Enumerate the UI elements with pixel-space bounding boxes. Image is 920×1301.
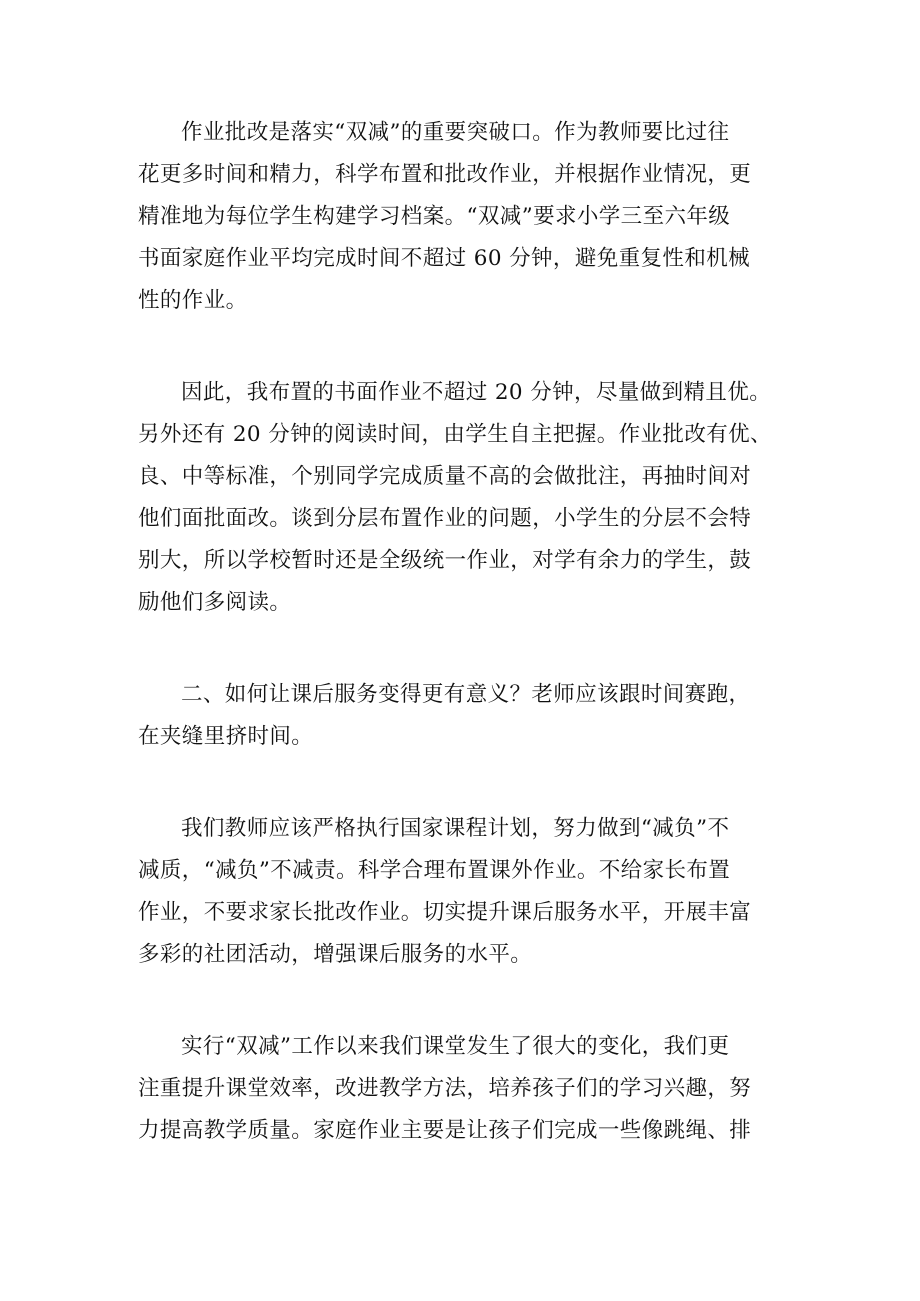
text-line: 多彩的社团活动，增强课后服务的水平。 <box>138 942 533 967</box>
text-line: 他们面批面改。谈到分层布置作业的问题，小学生的分层不会特 <box>138 506 752 531</box>
text-line: 注重提升课堂效率，改进教学方法，培养孩子们的学习兴趣，努 <box>138 1076 752 1101</box>
text-line: 在夹缝里挤时间。 <box>138 724 314 749</box>
section-heading-after-school-service <box>138 674 798 758</box>
paragraph-homework-time <box>138 372 798 624</box>
text-line: 二、如何让课后服务变得更有意义？老师应该跟时间赛跑， <box>181 682 751 707</box>
paragraph-homework-correction <box>138 112 798 322</box>
text-line: 减质，“减负”不减责。科学合理布置课外作业。不给家长布置 <box>138 858 731 883</box>
text-line: 力提高教学质量。家庭作业主要是让孩子们完成一些像跳绳、排 <box>138 1118 752 1143</box>
text-line: 书面家庭作业平均完成时间不超过 60 分钟，避免重复性和机械 <box>138 246 751 271</box>
text-line: 别大，所以学校暂时还是全级统一作业，对学有余力的学生，鼓 <box>138 548 752 573</box>
text-line: 另外还有 20 分钟的阅读时间，由学生自主把握。作业批改有优、 <box>138 422 772 447</box>
paragraph-classroom-changes <box>138 1026 798 1152</box>
text-line: 因此，我布置的书面作业不超过 20 分钟，尽量做到精且优。 <box>181 380 772 405</box>
text-line: 良、中等标准，个别同学完成质量不高的会做批注，再抽时间对 <box>138 464 752 489</box>
text-line: 我们教师应该严格执行国家课程计划，努力做到“减负”不 <box>181 816 730 841</box>
text-line: 作业批改是落实“双减”的重要突破口。作为教师要比过往 <box>181 120 730 145</box>
paragraph-curriculum-plan <box>138 808 798 976</box>
text-line: 性的作业。 <box>138 288 248 313</box>
document-body <box>138 112 798 1152</box>
text-line: 花更多时间和精力，科学布置和批改作业，并根据作业情况，更 <box>138 162 752 187</box>
text-line: 作业，不要求家长批改作业。切实提升课后服务水平，开展丰富 <box>138 900 752 925</box>
text-line: 励他们多阅读。 <box>138 590 292 615</box>
text-line: 实行“双减”工作以来我们课堂发生了很大的变化，我们更 <box>181 1034 730 1059</box>
text-line: 精准地为每位学生构建学习档案。“双减”要求小学三至六年级 <box>138 204 731 229</box>
